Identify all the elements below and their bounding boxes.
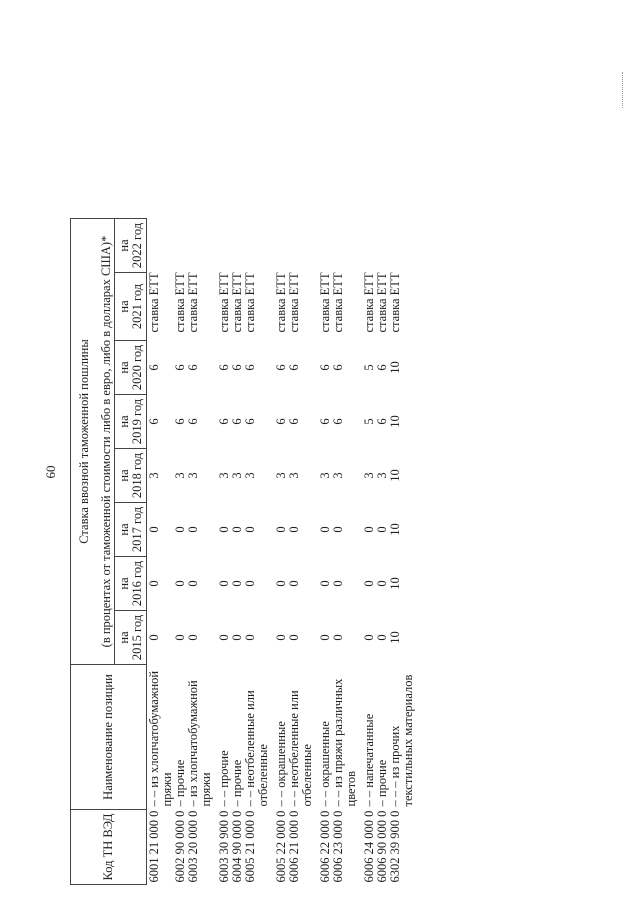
row-rate-1: 0 xyxy=(217,634,231,641)
row-rate-8 xyxy=(244,218,270,272)
row-rate-2: 0 xyxy=(331,580,345,587)
row-rate-7: ставка ЕТТ xyxy=(217,272,231,333)
row-rate-4: 3 xyxy=(243,472,257,479)
header-year-prefix: на xyxy=(116,631,131,644)
row-spacer xyxy=(376,54,389,218)
row-rate-7: ставка ЕТТ xyxy=(362,272,376,333)
row-name: – – из хлопчатобумажной пряжи xyxy=(147,670,174,807)
header-year-4 xyxy=(115,449,147,503)
table-row xyxy=(147,54,175,884)
row-rate-1: 0 xyxy=(274,634,288,641)
row-spacer xyxy=(187,54,213,218)
row-rate-5: 6 xyxy=(186,418,200,425)
header-spacer xyxy=(71,54,147,218)
row-rate-8 xyxy=(270,218,288,272)
header-year-label: 2017 год xyxy=(129,506,144,553)
row-rate-1: 0 xyxy=(147,634,161,641)
header-year-8 xyxy=(115,218,147,272)
table-row xyxy=(332,54,358,884)
row-name: – прочие xyxy=(375,759,389,807)
row-spacer xyxy=(270,54,288,218)
row-code: 6006 90 000 0 xyxy=(375,810,389,883)
table-row xyxy=(187,54,213,884)
row-rate-2: 0 xyxy=(375,580,389,587)
header-year-prefix: на xyxy=(116,469,131,482)
header-year-prefix: на xyxy=(116,239,131,252)
row-rate-7: ставка ЕТТ xyxy=(186,272,200,333)
row-rate-4: 3 xyxy=(173,472,187,479)
row-rate-7: ставка ЕТТ xyxy=(287,272,301,333)
table-row xyxy=(288,54,314,884)
header-rate-title xyxy=(71,218,99,664)
row-code: 6001 21 000 0 xyxy=(147,810,161,883)
row-rate-3: 0 xyxy=(287,526,301,533)
header-year-label: 2020 год xyxy=(129,344,144,391)
row-spacer xyxy=(358,54,376,218)
row-rate-6: 6 xyxy=(287,364,301,371)
row-rate-8 xyxy=(314,218,332,272)
table-row xyxy=(213,54,231,884)
row-rate-8 xyxy=(187,218,213,272)
row-rate-8 xyxy=(147,218,175,272)
row-rate-5: 6 xyxy=(274,418,288,425)
header-year-label: 2019 год xyxy=(129,398,144,445)
row-rate-4: 10 xyxy=(388,469,402,482)
row-rate-4: 3 xyxy=(362,472,376,479)
row-rate-8 xyxy=(231,218,244,272)
row-rate-2: 0 xyxy=(230,580,244,587)
row-rate-7: ставка ЕТТ xyxy=(230,272,244,333)
row-name: – – неотбеленные или отбеленные xyxy=(287,690,314,807)
row-rate-3: 0 xyxy=(173,526,187,533)
row-code: 6005 21 000 0 xyxy=(243,810,257,883)
row-code: 6004 90 000 0 xyxy=(230,810,244,883)
row-rate-7: ставка ЕТТ xyxy=(274,272,288,333)
row-rate-5: 6 xyxy=(318,418,332,425)
row-rate-6: 6 xyxy=(147,364,161,371)
row-name: – – окрашенные xyxy=(318,721,332,807)
row-rate-8 xyxy=(288,218,314,272)
row-name: – – прочие xyxy=(217,750,231,807)
table-row xyxy=(314,54,332,884)
row-rate-5: 6 xyxy=(217,418,231,425)
row-rate-3: 0 xyxy=(243,526,257,533)
table-body xyxy=(147,54,416,884)
row-name: – – напечатанные xyxy=(362,713,376,807)
row-rate-8 xyxy=(376,218,389,272)
row-rate-6: 6 xyxy=(375,364,389,371)
header-year-label: 2022 год xyxy=(129,222,144,269)
row-rate-6: 6 xyxy=(217,364,231,371)
row-rate-1: 0 xyxy=(375,634,389,641)
row-spacer xyxy=(174,54,187,218)
row-rate-6: 10 xyxy=(388,361,402,374)
row-spacer xyxy=(389,54,415,218)
page-number: 60 xyxy=(43,465,58,479)
table-row xyxy=(244,54,270,884)
header-year-6 xyxy=(115,341,147,395)
row-name: – из хлопчатобумажной пряжи xyxy=(186,680,213,807)
row-rate-6: 6 xyxy=(274,364,288,371)
row-rate-5: 6 xyxy=(287,418,301,425)
tariff-table xyxy=(70,54,415,885)
row-rate-4: 3 xyxy=(217,472,231,479)
row-rate-3: 0 xyxy=(318,526,332,533)
row-code: 6006 22 000 0 xyxy=(318,810,332,883)
row-name: – прочие xyxy=(230,759,244,807)
row-rate-7: ставка ЕТТ xyxy=(243,272,257,333)
row-rate-8 xyxy=(332,218,358,272)
row-rate-5: 6 xyxy=(243,418,257,425)
row-rate-6: 6 xyxy=(173,364,187,371)
row-rate-1: 0 xyxy=(173,634,187,641)
row-rate-4: 3 xyxy=(375,472,389,479)
header-year-prefix: на xyxy=(116,523,131,536)
row-spacer xyxy=(244,54,270,218)
row-name: – – из пряжи различных цветов xyxy=(331,678,358,807)
row-name: – – окрашенные xyxy=(274,721,288,807)
row-rate-4: 3 xyxy=(186,472,200,479)
row-name: – прочие xyxy=(173,759,187,807)
row-spacer xyxy=(231,54,244,218)
row-rate-2: 0 xyxy=(243,580,257,587)
row-rate-8 xyxy=(174,218,187,272)
row-code: 6006 24 000 0 xyxy=(362,810,376,883)
row-rate-7: ставка ЕТТ xyxy=(173,272,187,333)
row-rate-6: 6 xyxy=(318,364,332,371)
row-rate-6: 6 xyxy=(186,364,200,371)
row-rate-4: 3 xyxy=(274,472,288,479)
row-rate-5: 6 xyxy=(331,418,345,425)
row-code: 6005 22 000 0 xyxy=(274,810,288,883)
header-rate-subtitle: (в процентах от таможенной стоимости либо в евро, либо в долларах США)* xyxy=(99,218,115,664)
row-rate-2: 0 xyxy=(147,580,161,587)
header-year-5 xyxy=(115,395,147,449)
row-rate-1: 10 xyxy=(388,631,402,644)
row-name: – – – из прочих текстильных материалов xyxy=(388,674,415,807)
row-code: 6006 21 000 0 xyxy=(287,810,301,883)
row-spacer xyxy=(147,54,175,218)
row-rate-5: 10 xyxy=(388,415,402,428)
row-rate-6: 5 xyxy=(362,364,376,371)
row-spacer xyxy=(314,54,332,218)
row-rate-3: 0 xyxy=(217,526,231,533)
header-year-label: 2015 год xyxy=(129,614,144,661)
row-rate-4: 3 xyxy=(147,472,161,479)
header-year-label: 2016 год xyxy=(129,560,144,607)
row-rate-3: 0 xyxy=(147,526,161,533)
row-rate-7: ставка ЕТТ xyxy=(318,272,332,333)
header-year-1 xyxy=(115,611,147,665)
row-rate-5: 5 xyxy=(362,418,376,425)
row-rate-4: 3 xyxy=(287,472,301,479)
row-code: 6006 23 000 0 xyxy=(331,810,345,883)
row-spacer xyxy=(332,54,358,218)
row-rate-2: 0 xyxy=(173,580,187,587)
row-rate-2: 0 xyxy=(318,580,332,587)
row-rate-2: 0 xyxy=(274,580,288,587)
row-rate-8 xyxy=(389,218,415,272)
row-rate-2: 0 xyxy=(287,580,301,587)
header-rate-title-line1: Ставка ввозной таможенной пошлины xyxy=(77,339,92,544)
row-rate-3: 0 xyxy=(186,526,200,533)
row-rate-8 xyxy=(213,218,231,272)
rotated-page-content xyxy=(70,55,510,885)
header-year-3 xyxy=(115,503,147,557)
row-rate-7: ставка ЕТТ xyxy=(375,272,389,333)
header-year-prefix: на xyxy=(116,361,131,374)
row-rate-4: 3 xyxy=(318,472,332,479)
row-rate-1: 0 xyxy=(230,634,244,641)
row-rate-3: 0 xyxy=(362,526,376,533)
header-year-7 xyxy=(115,273,147,341)
row-rate-1: 0 xyxy=(287,634,301,641)
row-rate-2: 0 xyxy=(362,580,376,587)
row-rate-8 xyxy=(358,218,376,272)
row-code: 6003 20 000 0 xyxy=(186,810,200,883)
row-rate-4: 3 xyxy=(230,472,244,479)
row-rate-1: 0 xyxy=(331,634,345,641)
row-rate-1: 0 xyxy=(362,634,376,641)
row-code: 6002 90 000 0 xyxy=(173,810,187,883)
row-rate-3: 0 xyxy=(274,526,288,533)
header-year-prefix: на xyxy=(116,300,131,313)
row-rate-1: 0 xyxy=(318,634,332,641)
margin-mark xyxy=(622,72,624,108)
row-rate-6: 6 xyxy=(230,364,244,371)
row-name: – – неотбеленные или отбеленные xyxy=(243,690,270,807)
row-spacer xyxy=(288,54,314,218)
row-rate-7: ставка ЕТТ xyxy=(147,272,161,333)
row-code: 6003 30 900 0 xyxy=(217,810,231,883)
row-rate-4: 3 xyxy=(331,472,345,479)
row-spacer xyxy=(213,54,231,218)
row-rate-2: 0 xyxy=(186,580,200,587)
header-name: Наименование позиции xyxy=(71,665,147,810)
header-year-label: 2021 год xyxy=(129,283,144,330)
row-rate-5: 6 xyxy=(173,418,187,425)
row-rate-6: 6 xyxy=(243,364,257,371)
table-row xyxy=(358,54,376,884)
row-code: 6302 39 900 0 xyxy=(388,810,402,883)
table-row xyxy=(270,54,288,884)
header-year-label: 2018 год xyxy=(129,452,144,499)
header-code: Код ТН ВЭД xyxy=(71,810,147,885)
row-rate-3: 0 xyxy=(230,526,244,533)
row-rate-1: 0 xyxy=(186,634,200,641)
row-rate-7: ставка ЕТТ xyxy=(388,272,402,333)
row-rate-2: 0 xyxy=(217,580,231,587)
row-rate-5: 6 xyxy=(147,418,161,425)
table-header xyxy=(71,54,147,884)
row-rate-5: 6 xyxy=(230,418,244,425)
header-year-2 xyxy=(115,557,147,611)
row-rate-3: 10 xyxy=(388,523,402,536)
row-rate-7: ставка ЕТТ xyxy=(331,272,345,333)
row-rate-5: 6 xyxy=(375,418,389,425)
row-rate-3: 0 xyxy=(375,526,389,533)
header-year-prefix: на xyxy=(116,415,131,428)
table-row xyxy=(389,54,415,884)
row-rate-2: 10 xyxy=(388,577,402,590)
row-rate-3: 0 xyxy=(331,526,345,533)
row-rate-6: 6 xyxy=(331,364,345,371)
header-year-prefix: на xyxy=(116,577,131,590)
row-rate-1: 0 xyxy=(243,634,257,641)
